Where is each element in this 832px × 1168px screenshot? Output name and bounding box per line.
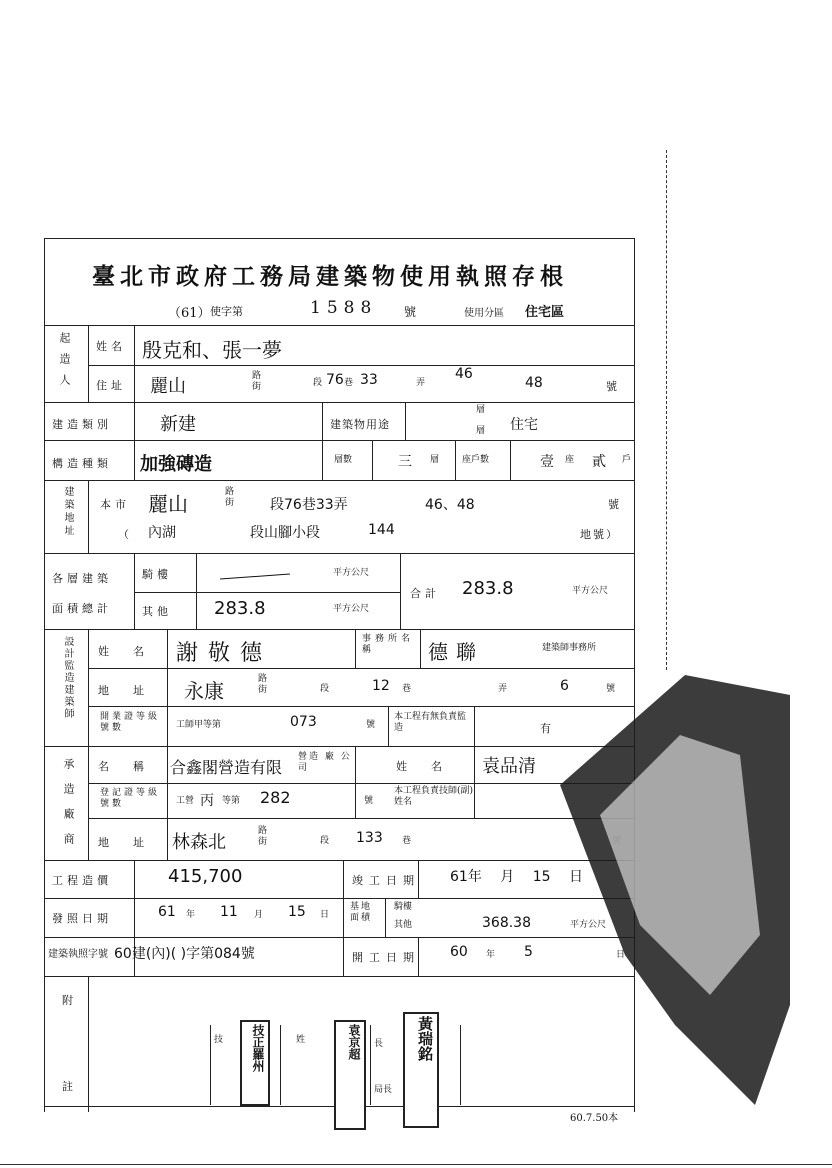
torn-fold-overlay bbox=[530, 675, 790, 1105]
zone-label: 使用分區 bbox=[464, 308, 504, 319]
households-value: 貳 bbox=[592, 454, 606, 470]
building-type-value: 新建 bbox=[160, 414, 196, 435]
start-month: 5 bbox=[524, 944, 533, 960]
base-other-label: 其他 bbox=[394, 920, 413, 930]
building-use-floor-b: 層 bbox=[476, 426, 486, 436]
issue-year: 61 bbox=[158, 904, 176, 920]
contractor-reg-suffix: 號 bbox=[364, 796, 374, 806]
base-unit: 平方公尺 bbox=[570, 920, 607, 930]
permit-ref-label: 建築執照字號 bbox=[48, 949, 108, 960]
official-stamp-3: 黃瑞銘 bbox=[403, 1012, 439, 1128]
permit-number: 1588 bbox=[310, 298, 378, 318]
designer-section-label: 段 bbox=[320, 684, 330, 694]
site-group-label: 建築地址 bbox=[62, 486, 73, 538]
designer-group-label: 設計監造建築師 bbox=[62, 636, 73, 720]
signer-4: 局長 bbox=[374, 1085, 393, 1095]
permit-prefix: 使字第 bbox=[210, 305, 243, 318]
other-label: 其他 bbox=[142, 605, 172, 618]
site-detail: 段76巷33弄 bbox=[270, 497, 348, 513]
designer-lane-label: 巷 bbox=[402, 684, 412, 694]
designer-license-label: 開業證等級號數 bbox=[100, 712, 161, 733]
page-bottom-edge bbox=[0, 1164, 832, 1165]
signer-2: 姓 bbox=[296, 1035, 306, 1045]
site-lot: 144 bbox=[368, 522, 395, 538]
notes-label-2: 註 bbox=[62, 1080, 77, 1093]
initiator-alley: 33 bbox=[360, 372, 378, 388]
initiator-no2: 48 bbox=[525, 375, 543, 391]
designer-name-value: 謝敬德 bbox=[176, 641, 273, 666]
contractor-name-label: 名稱 bbox=[98, 760, 168, 773]
issue-day-unit: 日 bbox=[320, 910, 330, 920]
designer-no-label: 號 bbox=[606, 684, 616, 694]
total-label: 合計 bbox=[410, 587, 440, 600]
designer-firm-suffix: 建築師事務所 bbox=[542, 643, 597, 653]
contractor-name-value: 合鑫閣營造有限 bbox=[170, 758, 283, 777]
start-year-unit: 年 bbox=[486, 950, 496, 960]
notes-label-1: 附 bbox=[62, 994, 77, 1007]
site-road: 麗山 bbox=[148, 492, 188, 516]
cost-label: 工程造價 bbox=[52, 874, 112, 887]
designer-road: 永康 bbox=[184, 679, 224, 703]
initiator-alley-label: 弄 bbox=[416, 378, 426, 388]
total-value: 283.8 bbox=[462, 578, 514, 599]
site-section: 段山腳小段 bbox=[250, 525, 320, 541]
completion-value: 61年 月 15 日 bbox=[450, 869, 583, 885]
household-unit: 戶 bbox=[622, 455, 632, 465]
initiator-lane: 76 bbox=[326, 372, 344, 388]
other-value: 283.8 bbox=[214, 598, 266, 619]
floors-label: 層數 bbox=[334, 455, 353, 465]
issue-month: 11 bbox=[220, 904, 238, 920]
initiator-no1: 46 bbox=[455, 366, 473, 382]
contractor-person-label: 姓名 bbox=[396, 760, 466, 773]
building-use-floor-a: 層 bbox=[476, 405, 486, 415]
official-stamp-2: 袁京超 bbox=[334, 1020, 366, 1130]
total-unit: 平方公尺 bbox=[572, 586, 609, 596]
seat-unit: 座 bbox=[565, 455, 575, 465]
start-day-unit: 日 bbox=[616, 950, 626, 960]
arcade-unit: 平方公尺 bbox=[333, 568, 370, 578]
designer-supervisor-value: 有 bbox=[540, 722, 555, 735]
contractor-reg-label: 登記證等級號數 bbox=[100, 788, 161, 809]
initiator-road: 麗山 bbox=[150, 376, 186, 397]
other-unit: 平方公尺 bbox=[333, 604, 370, 614]
initiator-name-label: 姓名 bbox=[96, 340, 126, 353]
contractor-lane: 133 bbox=[356, 830, 383, 846]
base-value: 368.38 bbox=[482, 915, 531, 931]
initiator-group-label: 起造人 bbox=[58, 332, 71, 395]
building-use-label: 建築物用途 bbox=[330, 418, 390, 431]
contractor-reg-mid: 等第 bbox=[222, 796, 241, 806]
contractor-person-value: 袁品清 bbox=[482, 756, 536, 777]
site-no: 46、48 bbox=[425, 497, 475, 513]
designer-supervisor-label: 本工程有無負責監造 bbox=[394, 712, 467, 733]
designer-firm-value: 德聯 bbox=[428, 640, 484, 664]
base-arcade-label: 騎樓 bbox=[394, 902, 413, 912]
contractor-group-label: 承造廠商 bbox=[62, 758, 75, 858]
floors-unit: 層 bbox=[430, 455, 440, 465]
initiator-lane-label: 巷 bbox=[344, 378, 354, 388]
completion-label: 竣工日期 bbox=[352, 874, 420, 887]
designer-name-label: 姓名 bbox=[98, 645, 168, 658]
right-edge-line bbox=[666, 150, 668, 670]
site-paren-open: （ bbox=[118, 528, 133, 541]
start-year: 60 bbox=[450, 944, 468, 960]
permit-ref-value: 60建(內)( )字第084號 bbox=[114, 946, 255, 962]
contractor-reg-no: 282 bbox=[260, 788, 291, 807]
permit-year: （61） bbox=[168, 306, 211, 321]
households-seats: 壹 bbox=[540, 454, 554, 470]
cost-value: 415,700 bbox=[168, 866, 243, 887]
initiator-road-label: 路街 bbox=[252, 371, 262, 392]
designer-license-suffix: 號 bbox=[366, 720, 376, 730]
arcade-dash bbox=[220, 574, 290, 580]
initiator-names: 殷克和、張一夢 bbox=[142, 338, 282, 362]
zone-value: 住宅區 bbox=[525, 305, 565, 320]
site-road-label: 路街 bbox=[225, 487, 235, 508]
start-label: 開工日期 bbox=[352, 951, 420, 964]
contractor-tech-label: 本工程負責技師(副)姓名 bbox=[394, 786, 474, 807]
site-lot-label: 地號） bbox=[580, 528, 619, 541]
signer-3: 長 bbox=[374, 1039, 384, 1049]
base-label: 基地面積 bbox=[350, 902, 373, 923]
area-group-label-1: 各層建築 bbox=[52, 572, 112, 585]
site-city: 本市 bbox=[100, 498, 130, 511]
designer-lane: 12 bbox=[372, 678, 390, 694]
designer-alley-label: 弄 bbox=[498, 684, 508, 694]
arcade-label: 騎樓 bbox=[142, 568, 172, 581]
area-group-label-2: 面積總計 bbox=[52, 602, 112, 615]
contractor-reg-grade: 丙 bbox=[200, 793, 214, 809]
building-use-value: 住宅 bbox=[510, 417, 538, 433]
designer-license-no: 073 bbox=[290, 714, 317, 730]
contractor-section-label: 段 bbox=[320, 836, 330, 846]
issue-day: 15 bbox=[288, 904, 306, 920]
contractor-road: 林森北 bbox=[172, 832, 226, 853]
contractor-reg-prefix: 工營 bbox=[176, 796, 195, 806]
designer-no: 6 bbox=[560, 678, 569, 694]
designer-firm-label: 事務所名稱 bbox=[362, 634, 415, 655]
contractor-company-suffix: 營造 廠 公司 bbox=[298, 752, 352, 773]
page-title: 臺北市政府工務局建築物使用執照存根 bbox=[92, 263, 568, 290]
signer-1: 技 bbox=[214, 1035, 224, 1045]
issue-label: 發照日期 bbox=[52, 912, 112, 925]
contractor-lane-label: 巷 bbox=[402, 836, 412, 846]
official-stamp-1: 技正羅州 bbox=[240, 1020, 270, 1106]
designer-license-prefix: 工師甲等第 bbox=[176, 720, 222, 730]
building-type-label: 建造類別 bbox=[52, 418, 112, 431]
households-label: 座戶數 bbox=[462, 455, 490, 465]
issue-year-unit: 年 bbox=[186, 910, 196, 920]
contractor-road-label: 路街 bbox=[258, 826, 268, 847]
floors-value: 三 bbox=[398, 454, 412, 470]
designer-address-label: 地址 bbox=[98, 684, 168, 697]
structure-value: 加強磚造 bbox=[140, 454, 212, 475]
initiator-section-label: 段 bbox=[313, 378, 323, 388]
site-district: 內湖 bbox=[148, 525, 176, 541]
issue-month-unit: 月 bbox=[254, 910, 264, 920]
form-code: 60.7.50本 bbox=[570, 1113, 619, 1124]
site-no-label: 號 bbox=[608, 498, 623, 511]
permit-number-suffix: 號 bbox=[404, 305, 417, 319]
contractor-address-label: 地址 bbox=[98, 836, 168, 849]
structure-label: 構造種類 bbox=[52, 457, 112, 470]
initiator-address-label: 住址 bbox=[96, 379, 126, 392]
designer-road-label: 路街 bbox=[258, 674, 268, 695]
initiator-no-label: 號 bbox=[606, 380, 621, 393]
